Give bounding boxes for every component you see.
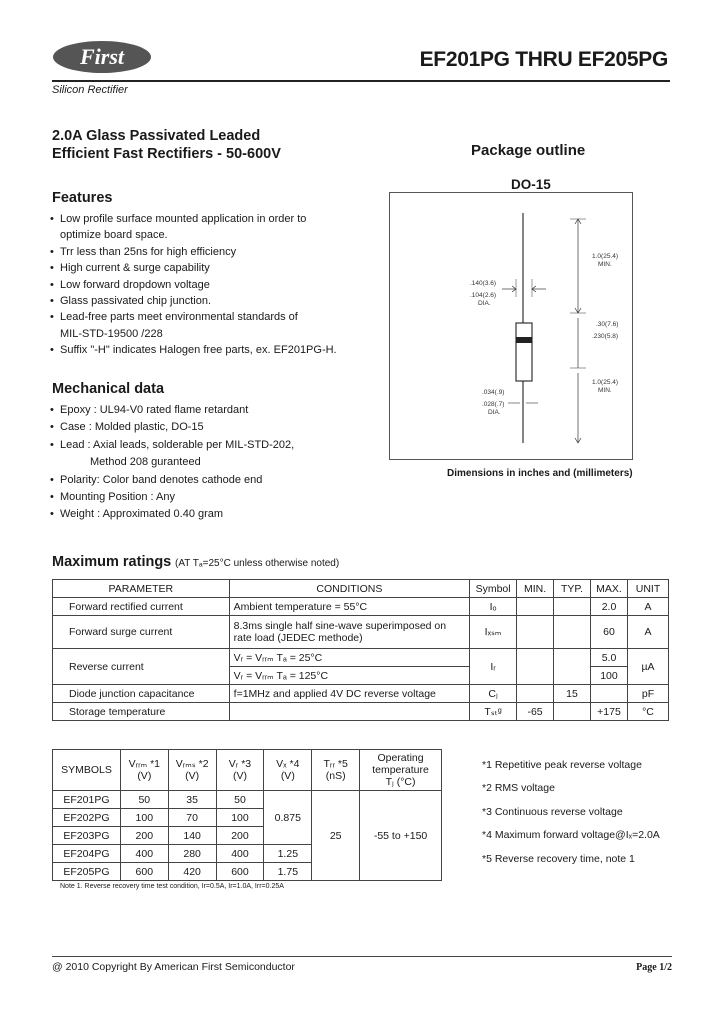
table-row — [53, 685, 669, 703]
symbol-cell: Iₒ — [470, 598, 517, 616]
max-ratings-table — [52, 579, 669, 721]
features-heading: Features — [52, 190, 113, 206]
mechanical-heading: Mechanical data — [52, 381, 165, 397]
unit-cell: A — [627, 616, 668, 649]
vrms-cell: 420 — [168, 863, 216, 881]
vf-cell: 1.25 — [264, 845, 312, 863]
header-unit: (V) — [232, 770, 247, 782]
table-row — [53, 649, 669, 667]
vf-cell: 0.875 — [264, 791, 312, 845]
header-cell: SYMBOLS — [53, 750, 121, 791]
header-cell: CONDITIONS — [229, 580, 469, 598]
typ-cell: 15 — [554, 685, 591, 703]
param-cell: Diode junction capacitance — [53, 685, 230, 703]
header-cell — [216, 750, 264, 791]
feature-item: optimize board space. — [60, 229, 168, 242]
dim-lead-diameter — [482, 389, 504, 417]
dim-lead-length-bottom — [592, 379, 618, 395]
min-cell — [517, 598, 554, 616]
vr-cell: 50 — [216, 791, 264, 809]
footer-divider — [52, 956, 672, 957]
param-cell: Forward rectified current — [53, 598, 230, 616]
footnote-3: *3 Continuous reverse voltage — [482, 806, 623, 818]
feature-item: • Low profile surface mounted application in order to — [50, 211, 337, 227]
feature-item: • Glass passivated chip junction. — [50, 293, 337, 309]
part-symbol-cell: EF205PG — [53, 863, 121, 881]
vrms-cell: 70 — [168, 809, 216, 827]
vrms-cell: 35 — [168, 791, 216, 809]
header-unit: (V) — [137, 770, 152, 782]
vrms-cell: 140 — [168, 827, 216, 845]
part-symbol-cell: EF203PG — [53, 827, 121, 845]
min-cell — [517, 685, 554, 703]
part-symbol-cell: EF204PG — [53, 845, 121, 863]
dim-body-diameter — [470, 280, 496, 308]
header-cell: PARAMETER — [53, 580, 230, 598]
company-logo — [52, 40, 152, 74]
footnote-1: *1 Repetitive peak reverse voltage — [482, 759, 642, 771]
dim-text: .028(.7) — [482, 401, 505, 408]
feature-item: • Suffix "-H" indicates Halogen free parts, ex. EF201PG-H. — [50, 342, 337, 358]
typ-cell — [554, 598, 591, 616]
param-cell: Forward surge current — [53, 616, 230, 649]
mechanical-item: Method 208 guranteed — [90, 456, 201, 469]
mechanical-item: • Polarity: Color band denotes cathode end — [50, 472, 294, 489]
header-unit: (V) — [280, 770, 295, 782]
table-row — [53, 703, 669, 721]
typ-cell — [554, 649, 591, 685]
unit-cell: A — [627, 598, 668, 616]
operating-temp-cell: -55 to +150 — [360, 791, 442, 881]
document-title: EF201PG THRU EF205PG — [419, 48, 668, 71]
header-cell — [120, 750, 168, 791]
max-cell: 100 — [591, 667, 628, 685]
table-footnote: Note 1. Reverse recovery time test condition, Ir=0.5A, Ir=1.0A, Irr=0.25A — [60, 883, 284, 890]
max-cell: 5.0 — [591, 649, 628, 667]
header-text: Tⱼ (°C) — [385, 776, 416, 788]
symbol-cell: Iᵣ — [470, 649, 517, 685]
svg-text:First: First — [79, 44, 125, 69]
mechanical-item: • Lead : Axial leads, solderable per MIL-STD-202, — [50, 437, 294, 454]
trr-cell: 25 — [312, 791, 360, 881]
header-text: Vᵣᵣₘ *1 — [128, 758, 161, 770]
min-cell: -65 — [517, 703, 554, 721]
vr-cell: 200 — [216, 827, 264, 845]
mechanical-list — [50, 402, 294, 524]
unit-cell: µA — [627, 649, 668, 685]
feature-item: • Low forward dropdown voltage — [50, 277, 337, 293]
condition-cell: f=1MHz and applied 4V DC reverse voltage — [229, 685, 469, 703]
typ-cell — [554, 703, 591, 721]
dim-text: MIN. — [598, 261, 612, 268]
cathode-band — [516, 337, 532, 343]
dim-text: .034(.9) — [482, 389, 505, 396]
table-row — [53, 791, 442, 809]
header-cell — [168, 750, 216, 791]
header-unit: (nS) — [325, 770, 346, 782]
condition-cell: Ambient temperature = 55°C — [229, 598, 469, 616]
part-symbol-cell: EF201PG — [53, 791, 121, 809]
mechanical-item: • Weight : Approximated 0.40 gram — [50, 506, 294, 523]
feature-item: MIL-STD-19500 /228 — [60, 327, 163, 340]
vrrm-cell: 50 — [120, 791, 168, 809]
header-text: Tᵣᵣ *5 — [323, 758, 348, 770]
symbol-cell: Cⱼ — [470, 685, 517, 703]
max-cell: 2.0 — [591, 598, 628, 616]
symbol-cell: Iₓₛₘ — [470, 616, 517, 649]
header-cell: TYP. — [554, 580, 591, 598]
min-cell — [517, 649, 554, 685]
package-outline-title: Package outline — [471, 142, 586, 159]
header-unit: (V) — [185, 770, 200, 782]
table-header-row — [53, 580, 669, 598]
header-text: Vₓ *4 — [276, 758, 300, 770]
feature-item: • Lead-free parts meet environmental standards of — [50, 309, 337, 325]
part-symbol-cell: EF202PG — [53, 809, 121, 827]
header-cell — [312, 750, 360, 791]
header-cell: MAX. — [591, 580, 628, 598]
header-text: Vᵣₘₛ *2 — [175, 758, 209, 770]
table-row — [53, 616, 669, 649]
header-divider — [52, 80, 670, 82]
mechanical-item: • Case : Molded plastic, DO-15 — [50, 419, 294, 436]
vr-cell: 600 — [216, 863, 264, 881]
vrrm-cell: 600 — [120, 863, 168, 881]
unit-cell: °C — [627, 703, 668, 721]
max-ratings-heading: Maximum ratings — [52, 554, 172, 570]
unit-cell: pF — [627, 685, 668, 703]
features-list — [50, 211, 337, 359]
condition-cell: Vᵣ = Vᵣᵣₘ Tₐ = 25°C — [229, 649, 469, 667]
vrrm-cell: 200 — [120, 827, 168, 845]
dim-text: DIA. — [488, 409, 501, 416]
dim-text: MIN. — [598, 387, 612, 394]
dim-text: .104(2.6) — [470, 292, 497, 299]
max-cell — [591, 685, 628, 703]
footnote-2: *2 RMS voltage — [482, 782, 555, 794]
copyright: @ 2010 Copyright By American First Semiconductor — [52, 961, 295, 973]
condition-cell — [229, 703, 469, 721]
dim-text: .140(3.6) — [470, 280, 497, 287]
vrrm-cell: 100 — [120, 809, 168, 827]
footnote-4: *4 Maximum forward voltage@Iₓ=2.0A — [482, 829, 660, 841]
vr-cell: 400 — [216, 845, 264, 863]
package-name: DO-15 — [511, 177, 551, 192]
dim-body-length — [592, 321, 618, 341]
package-dimension-note: Dimensions in inches and (millimeters) — [447, 468, 633, 479]
header-cell: Symbol — [470, 580, 517, 598]
product-title — [52, 127, 281, 163]
header-text: temperature — [372, 764, 429, 776]
mechanical-item: • Mounting Position : Any — [50, 489, 294, 506]
vf-cell: 1.75 — [264, 863, 312, 881]
header-text: Vᵣ *3 — [228, 758, 252, 770]
dim-text: 1.0(25.4) — [592, 253, 619, 260]
table-row — [53, 598, 669, 616]
feature-item: • Trr less than 25ns for high efficiency — [50, 244, 337, 260]
symbol-cell: Tₛₜᵍ — [470, 703, 517, 721]
page-number: Page 1/2 — [636, 962, 672, 973]
max-cell: 60 — [591, 616, 628, 649]
table-header-row — [53, 750, 442, 791]
dim-text: .30(7.6) — [596, 321, 619, 328]
vrrm-cell: 400 — [120, 845, 168, 863]
product-title-line2: Efficient Fast Rectifiers - 50-600V — [52, 146, 281, 162]
param-cell: Reverse current — [53, 649, 230, 685]
max-cell: +175 — [591, 703, 628, 721]
vr-cell: 100 — [216, 809, 264, 827]
dim-lead-length-top — [592, 253, 618, 269]
mechanical-item: • Epoxy : UL94-V0 rated flame retardant — [50, 402, 294, 419]
product-title-line1: 2.0A Glass Passivated Leaded — [52, 128, 261, 144]
diode-body — [516, 323, 532, 381]
header-text: Operating — [377, 752, 424, 764]
header-cell: UNIT — [627, 580, 668, 598]
header-cell — [360, 750, 442, 791]
param-cell: Storage temperature — [53, 703, 230, 721]
dim-text: .230(5.8) — [592, 333, 619, 340]
footnote-5: *5 Reverse recovery time, note 1 — [482, 853, 635, 865]
max-ratings-condition-note: (AT Tₐ=25°C unless otherwise noted) — [175, 558, 340, 569]
typ-cell — [554, 616, 591, 649]
min-cell — [517, 616, 554, 649]
header-cell: MIN. — [517, 580, 554, 598]
package-drawing-frame — [389, 192, 633, 460]
document-subtitle: Silicon Rectifier — [52, 84, 128, 96]
dim-text: 1.0(25.4) — [592, 379, 619, 386]
part-ratings-table — [52, 749, 442, 881]
condition-cell: 8.3ms single half sine-wave superimposed on rate load (JEDEC methode) — [229, 616, 469, 649]
header-cell — [264, 750, 312, 791]
vrms-cell: 280 — [168, 845, 216, 863]
feature-item: • High current & surge capability — [50, 260, 337, 276]
condition-cell: Vᵣ = Vᵣᵣₘ Tₐ = 125°C — [229, 667, 469, 685]
dim-text: DIA. — [478, 300, 491, 307]
